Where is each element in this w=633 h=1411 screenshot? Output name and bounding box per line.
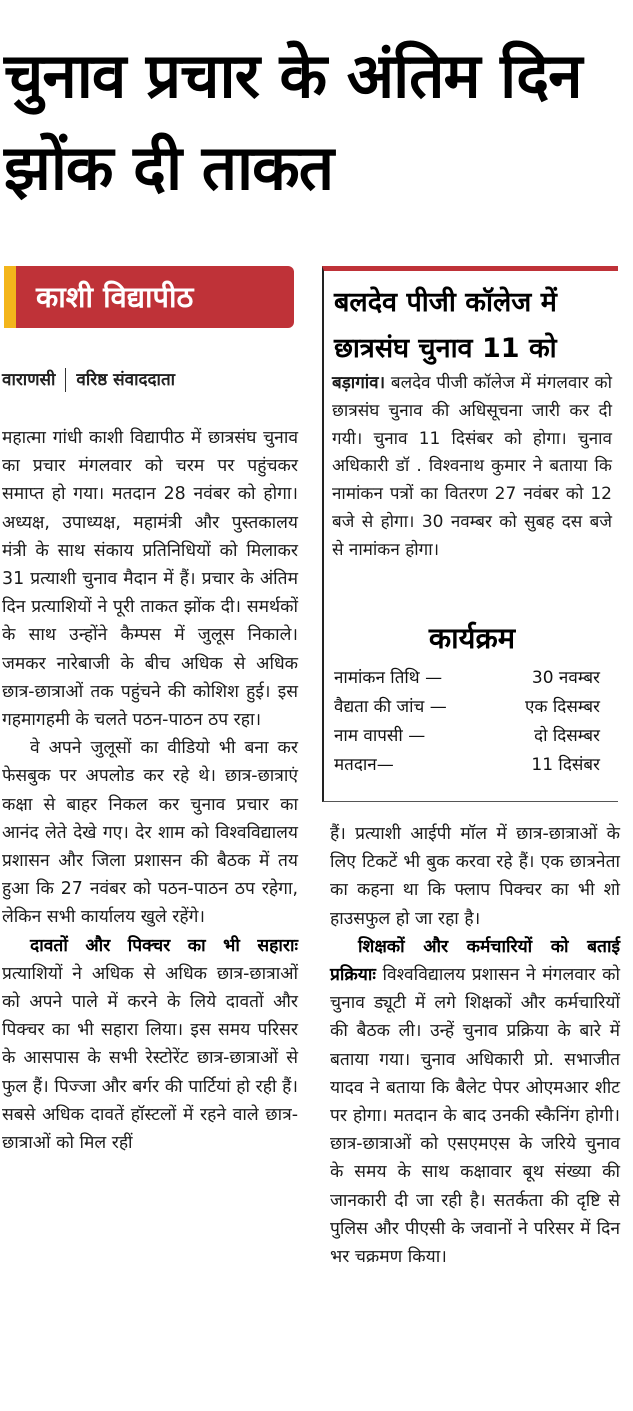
schedule-label: वैद्यता की जांच —: [334, 697, 447, 717]
article-paragraph-1: महात्मा गांधी काशी विद्यापीठ में छात्रसंघ चुनाव का प्रचार मंगलवार को चरम पर पहुंचकर समाप्त हो गया। मतदान 28 नवंबर को होगा। अध्यक्ष, उपाध्यक्ष, महामंत्री और पुस्तकालय मंत्री के साथ संकाय प्रतिनिधियों को मिलाकर 31 प्रत्याशी चुनाव मैदान में हैं। प्रचार के अंतिम दिन प्रत्याशियों ने पूरी ताकत झोंक दी। समर्थकों के साथ उन्होंने कैम्पस में जुलूस निकाले। जमकर नारेबाजी के बीच अधिक से अधिक छात्र-छात्राओं तक पहुंचने की कोशिश हुई। इस गहमागहमी के चलते पठन-पाठन ठप रहा।: [2, 428, 298, 731]
article-continuation: हैं। प्रत्याशी आईपी मॉल में छात्र-छात्राओं के लिए टिकटें भी बुक करवा रहे हैं। एक छात्रनेता का कहना था कि फ्लाप पिक्चर का भी शो हाउसफुल हो जा रहा है।: [330, 824, 620, 929]
sidebar-box-title: बलदेव पीजी कॉलेज में छात्रसंघ चुनाव 11 को: [334, 287, 557, 364]
schedule-row: [334, 722, 600, 751]
schedule-label: नाम वापसी —: [334, 726, 426, 746]
subheading-process-text: विश्वविद्यालय प्रशासन ने मंगलवार को चुनाव ड्यूटी में लगे शिक्षकों और कर्मचारियों की बैठक ली। उन्हें चुनाव प्रक्रिया के बारे में बताया गया। चुनाव अधिकारी प्रो. सभाजीत यादव ने बताया कि बैलेट पेपर ओएमआर शीट पर होगा। मतदान के बाद उनकी स्कैनिंग होगी। छात्र-छात्राओं को एसएमएस के जरिये चुनाव के समय के साथ कक्षावार बूथ संख्या की जानकारी दी जा रही है। सतर्कता की दृष्टि से पुलिस और पीएसी के जवानों ने परिसर में दिन भर चक्रमण किया।: [330, 965, 620, 1268]
article-paragraph-4: [330, 933, 620, 1271]
sidebar-dateline: बड़ागांव।: [332, 373, 386, 393]
schedule-label: नामांकन तिथि —: [334, 668, 443, 688]
schedule-label: मतदान—: [334, 755, 394, 775]
article-paragraph-3: [2, 932, 298, 1158]
article-paragraph-2: वे अपने जुलूसों का वीडियो भी बना कर फेसबुक पर अपलोड कर रहे थे। छात्र-छात्राएं कक्षा से बाहर निकल कर चुनाव प्रचार का आनंद लेते देखे गए। देर शाम को विश्वविद्यालय प्रशासन और जिला प्रशासन की बैठक में तय हुआ कि 27 नवंबर को पठन-पाठन ठप रहेगा, लेकिन सभी कार्यालय खुले रहेंगे।: [2, 738, 298, 928]
byline: [2, 367, 175, 392]
headline: चुनाव प्रचार के अंतिम दिन झोंक दी ताकत: [4, 39, 582, 204]
schedule-value: 30 नवम्बर: [531, 668, 600, 688]
subheading-feasts: दावतों और पिक्चर का भी सहाराः: [30, 935, 298, 956]
schedule-title: कार्यक्रम: [428, 621, 516, 655]
section-tag: काशी विद्यापीठ: [4, 266, 294, 328]
sidebar-box-text: बलदेव पीजी कॉलेज में मंगलवार को छात्रसंघ चुनाव की अधिसूचना जारी कर दी गयी। चुनाव 11 दिसंबर को होगा। चुनाव अधिकारी डॉ . विश्वनाथ कुमार ने बताया कि नामांकन पत्रों का वितरण 27 नवंबर को 12 बजे से होगा। 30 नवम्बर को सुबह दस बजे से नामांकन होगा।: [332, 373, 612, 560]
schedule-value: 11 दिसंबर: [531, 755, 600, 775]
byline-author: वरिष्ठ संवाददाता: [76, 370, 176, 390]
schedule-value: एक दिसम्बर: [525, 697, 600, 717]
schedule-row: [334, 664, 600, 693]
byline-divider: [65, 368, 66, 392]
subheading-process: शिक्षकों और कर्मचारियों को बताई प्रक्रियाः: [330, 936, 620, 986]
schedule-row: [334, 693, 600, 722]
article-column-right: [330, 820, 620, 1271]
subheading-feasts-text: प्रत्याशियों ने अधिक से अधिक छात्र-छात्राओं को अपने पाले में करने के लिये दावतों और पिक्चर का भी सहारा लिया। इस समय परिसर के आसपास के सभी रेस्टोरेंट छात्र-छात्राओं से फुल हैं। पिज्जा और बर्गर की पार्टियां हो रही हैं। सबसे अधिक दावतें हॉस्टलों में रहने वाले छात्र-छात्राओं को मिल रहीं: [2, 963, 298, 1154]
schedule-row: [334, 751, 600, 780]
sidebar-box-body: [332, 370, 612, 565]
schedule-list: [334, 664, 600, 780]
byline-place: वाराणसी: [2, 370, 56, 390]
schedule-value: दो दिसम्बर: [534, 726, 600, 746]
article-column-left: [2, 424, 298, 1157]
